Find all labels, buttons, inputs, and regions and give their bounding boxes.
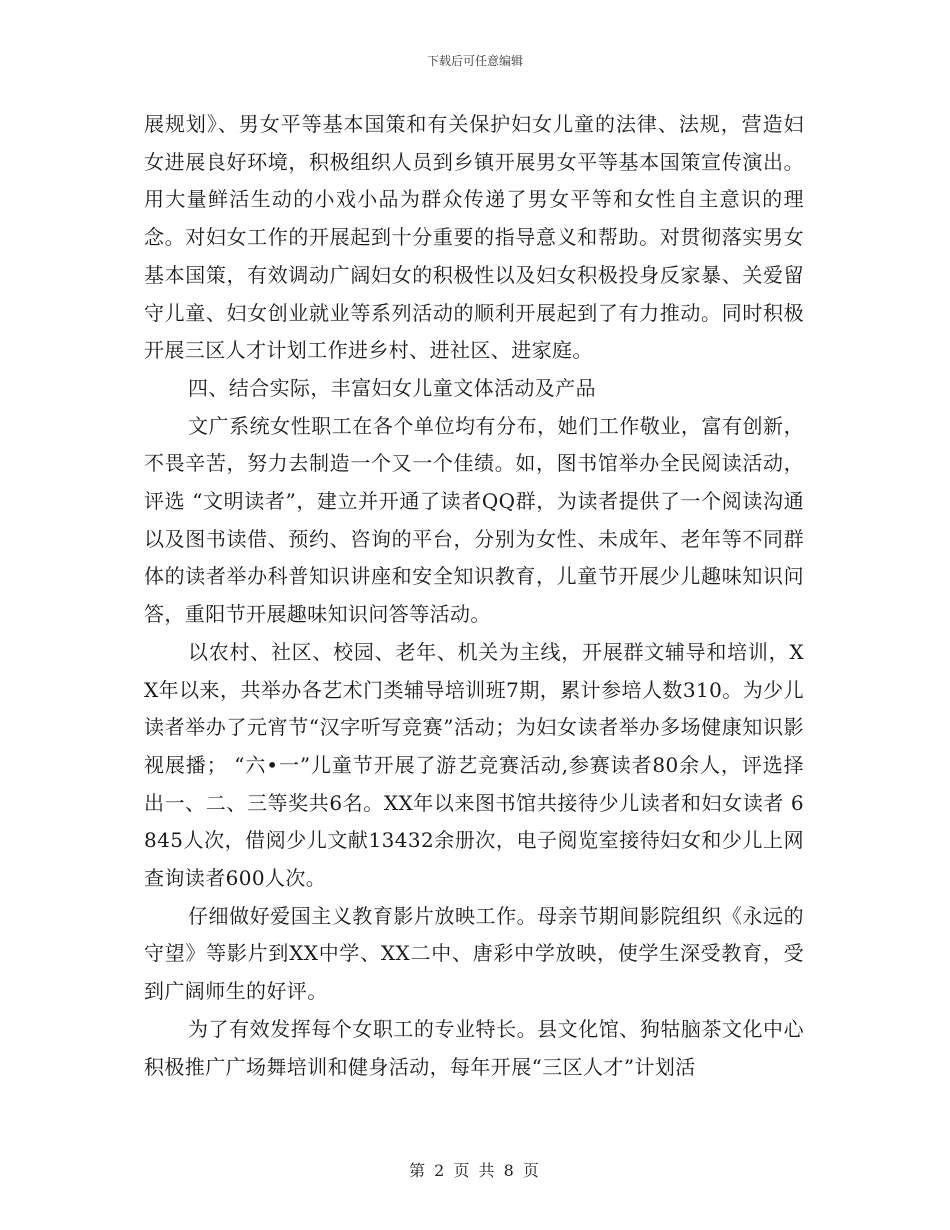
paragraph-training: 以农村、社区、校园、老年、机关为主线，开展群文辅导和培训，XX年以来，共举办各艺术门类辅导培训班7期，累计参培人数310。为少儿读者举办了元宵节“汉字听写竞赛”活动；为妇女读者举办多场健康知识影视展播； “六•一”儿童节开展了游艺竞赛活动,参赛读者80余人，评选择出一、二、三等奖共6名。XX年以来图书馆共接待少儿读者和妇女读者 6845人次，借阅少儿文献13432余册次，电子阅览室接待妇女和少儿上网查询读者600人次。 <box>144 639 804 891</box>
page-header: 下载后可任意编辑 <box>426 54 523 68</box>
paragraph-continuation: 展规划》、男女平等基本国策和有关保护妇女儿童的法律、法规，营造妇女进展良好环境，积极组织人员到乡镇开展男女平等基本国策宣传演出。用大量鲜活生动的小戏小品为群众传递了男女平等和女性自主意识的理念。对妇女工作的开展起到十分重要的指导意义和帮助。对贯彻落实男女基本国策，有效调动广阔妇女的积极性以及妇女积极投身反家暴、关爱留守儿童、妇女创业就业等系列活动的顺利开展起到了有力推动。同时积极开展三区人才计划工作进乡村、进社区、进家庭。 <box>144 112 804 363</box>
paragraph-library: 文广系统女性职工在各个单位均有分布，她们工作敬业，富有创新，不畏辛苦，努力去制造一个又一个佳绩。如，图书馆举办全民阅读活动，评选 “文明读者”，建立并开通了读者QQ群，为读者提供了一个阅读沟通以及图书读借、预约、咨询的平台，分别为女性、未成年、老年等不同群体的读者举办科普知识讲座和安全知识教育，儿童节开展少儿趣味知识问答，重阳节开展趣味知识问答等活动。 <box>144 413 804 627</box>
paragraph-film: 仔细做好爱国主义教育影片放映工作。母亲节期间影院组织《永远的守望》等影片到XX中学、XX二中、唐彩中学放映，使学生深受教育，受到广阔师生的好评。 <box>144 903 804 1004</box>
page-footer: 第 2 页 共 8 页 <box>409 1161 541 1180</box>
document-body <box>144 106 804 1086</box>
section-heading: 四、结合实际，丰富妇女儿童文体活动及产品 <box>188 375 596 400</box>
paragraph-dance: 为了有效发挥每个女职工的专业特长。县文化馆、狗牯脑茶文化中心积极推广广场舞培训和健身活动，每年开展“三区人才”计划活 <box>144 1016 804 1079</box>
